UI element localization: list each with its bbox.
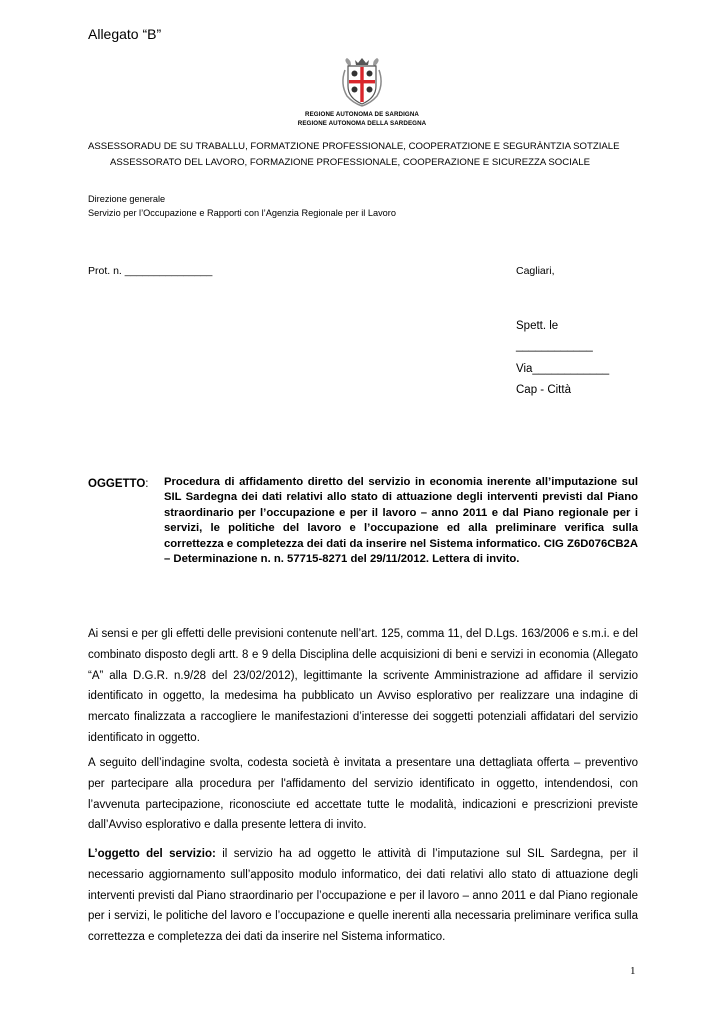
oggetto-text: Procedura di affidamento diretto del servizio in economia inerente all’imputazione sul SIL Sardegna dei dati relativi allo stato di attuazione degli interventi previsti dal Piano straordinario per l’occupazione e per il lavoro – anno 2011 e dal Piano regionale per i servizi, le politiche del lavoro e l’occupazione ed alla preliminare verifica sulla correttezza e completezza dei dati da inserire nel Sistema informatico. CIG Z6D076CB2A – Determinazione n. n. 57715-8271 del 29/11/2012. Lettera di invito. [164, 476, 638, 566]
page-number: 1 [630, 965, 636, 977]
body-paragraph-1: Ai sensi e per gli effetti delle previsioni contenute nell’art. 125, comma 11, del D.Lgs. 163/2006 e s.m.i. e del combinato disposto degli artt. 8 e 9 della Disciplina delle acquisizioni di beni e servizi in economia (Allegato “A” alla D.G.R. n.9/28 del 23/02/2012), legittimante la scrivente Amministrazione ad affidare il servizio identificato in oggetto, la medesima ha pubblicato un Avviso esplorativo per realizzare una indagine di mercato finalizzata a raccogliere le manifestazioni d’interesse dei soggetti potenziali affidatari del servizio identificato in oggetto. [88, 628, 638, 744]
oggetto-servizio-text: il servizio ha ad oggetto le attività di l’imputazione sul SIL Sardegna, per il necessario aggiornamento sull’apposito modulo informatico, dei dati relativi allo stato di attuazione degli interventi previsti dal Piano straordinario per l’occupazione e per il lavoro – anno 2011 e dal Piano regionale per i servizi, le politiche del lavoro e l’occupazione e quelle inerenti alla necessaria preliminare verifica sulla correttezza e completezza dei dati da inserire nel Sistema informatico. [88, 848, 638, 944]
protocol-number: Prot. n. _______________ [88, 265, 213, 277]
body-paragraph-2: A seguito dell’indagine svolta, codesta società è invitata a presentare una dettagliata offerta – preventivo per partecipare alla procedura per l'affidamento del servizio identificato in oggetto, intendendosi, con l’avvenuta partecipazione, riconosciute ed accettate tutte le modalità, indicazioni e prescrizioni previste dall’Avviso esplorativo e dalla presente lettera di invito. [88, 757, 638, 832]
addressee-name-line: ____________ [516, 340, 593, 352]
oggetto-servizio-heading: L’oggetto del servizio: [88, 848, 216, 860]
addressee-spett: Spett. le [516, 320, 559, 332]
region-name-sardo: REGIONE AUTONOMA DE SARDIGNA [305, 111, 419, 118]
addressee-via: Via____________ [516, 363, 610, 375]
region-name-italiano: REGIONE AUTONOMA DELLA SARDEGNA [297, 120, 427, 127]
body-paragraph-3 [88, 844, 638, 948]
addressee-cap-citta: Cap - Città [516, 384, 571, 396]
sardinia-coat-of-arms-icon [337, 56, 387, 108]
assessorato-sardo: ASSESSORADU DE SU TRABALLU, FORMATZIONE PROFESSIONALE, COOPERATZIONE E SEGURÀNTZIA SOTZIALE [88, 141, 620, 152]
servizio-occupazione: Servizio per l’Occupazione e Rapporti con l’Agenzia Regionale per il Lavoro [88, 208, 396, 218]
direzione-generale: Direzione generale [88, 194, 166, 204]
oggetto-label: OGGETTO: [88, 478, 149, 490]
assessorato-italiano: ASSESSORATO DEL LAVORO, FORMAZIONE PROFESSIONALE, COOPERAZIONE E SICUREZZA SOCIALE [110, 157, 590, 168]
place-date: Cagliari, [516, 265, 555, 277]
allegato-label: Allegato “B” [88, 26, 162, 42]
